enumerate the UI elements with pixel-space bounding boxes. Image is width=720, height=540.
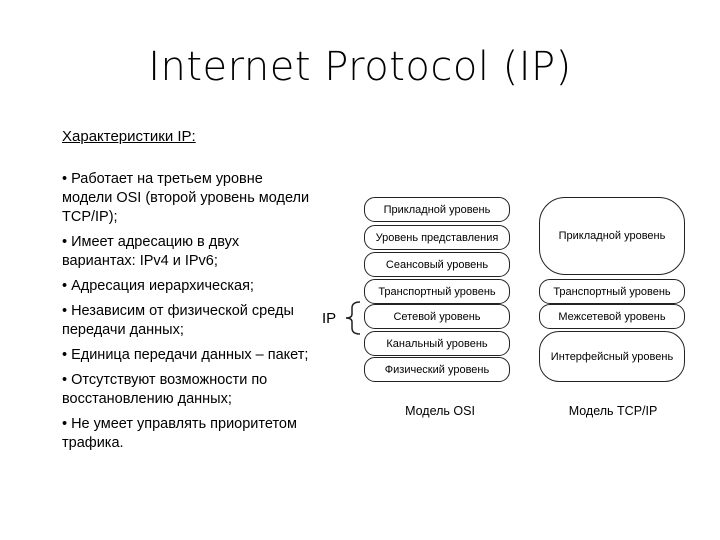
- list-item-text: Адресация иерархическая;: [71, 278, 254, 294]
- osi-caption: Модель OSI: [405, 404, 475, 418]
- osi-layer-presentation: Уровень представления: [364, 225, 510, 250]
- tcp-layer-internet: Межсетевой уровень: [539, 304, 685, 329]
- list-item: • Единица передачи данных – пакет;: [62, 347, 309, 363]
- osi-layer-transport: Транспортный уровень: [364, 279, 510, 304]
- ip-brace: [342, 300, 364, 336]
- osi-layer-network: Сетевой уровень: [364, 304, 510, 329]
- osi-layer-physical: Физический уровень: [364, 357, 510, 382]
- tcp-layer-application: Прикладной уровень: [539, 197, 685, 275]
- list-item-text: Имеет адресацию в двух вариантах: IPv4 и IPv6;: [62, 234, 240, 269]
- osi-layer-datalink: Канальный уровень: [364, 331, 510, 356]
- list-item-text: Работает на третьем уровне модели OSI (второй уровень модели TCP/IP);: [62, 171, 310, 225]
- list-item: • Независим от физической среды передачи данных;: [62, 303, 294, 338]
- list-item-text: Отсутствуют возможности по восстановлению данных;: [62, 372, 268, 407]
- list-item-text: Не умеет управлять приоритетом трафика.: [62, 416, 297, 451]
- list-item: • Работает на третьем уровне модели OSI (второй уровень модели TCP/IP);: [62, 171, 310, 225]
- tcp-caption: Модель TCP/IP: [568, 404, 658, 418]
- list-item-text: Независим от физической среды передачи данных;: [62, 303, 294, 338]
- slide-title: Internet Protocol (IP): [148, 44, 572, 90]
- list-item: • Отсутствуют возможности по восстановлению данных;: [62, 372, 268, 407]
- list-item-text: Единица передачи данных – пакет;: [71, 347, 309, 363]
- osi-layer-application: Прикладной уровень: [364, 197, 510, 222]
- tcp-layer-interface: Интерфейсный уровень: [539, 331, 685, 382]
- characteristics-heading: Характеристики IP:: [62, 128, 196, 145]
- osi-layer-session: Сеансовый уровень: [364, 252, 510, 277]
- ip-label: IP: [322, 310, 337, 327]
- list-item: • Адресация иерархическая;: [62, 278, 254, 294]
- tcp-layer-transport: Транспортный уровень: [539, 279, 685, 304]
- list-item: • Не умеет управлять приоритетом трафика.: [62, 416, 297, 451]
- characteristics-list: [62, 170, 310, 459]
- list-item: • Имеет адресацию в двух вариантах: IPv4 и IPv6;: [62, 234, 240, 269]
